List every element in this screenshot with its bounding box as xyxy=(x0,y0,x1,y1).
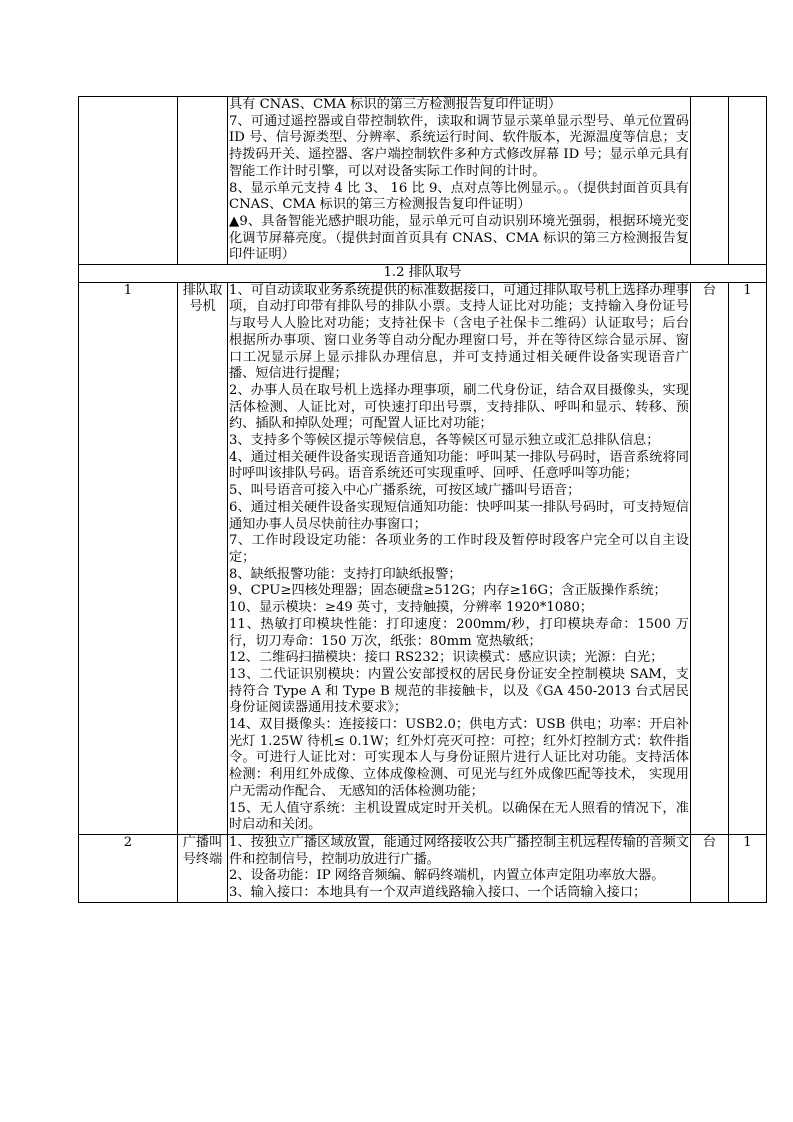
spec-line: 7、工作时段设定功能：各项业务的工作时段及暂停时段客户完全可以自主设定； xyxy=(229,533,689,565)
spec-line: 11、热敏打印模块性能：打印速度：200mm/秒，打印模块寿命：1500 万行，切刀寿命：150 万次，纸张：80mm 宽热敏纸； xyxy=(229,616,689,649)
spec-line: 5、叫号语音可接入中心广播系统，可按区域广播叫号语音； xyxy=(229,483,581,499)
spec-cell xyxy=(228,282,691,834)
item-number xyxy=(79,97,178,265)
quantity-cell xyxy=(729,97,767,265)
spec-line: 具有 CNAS、CMA 标识的第三方检测报告复印件证明） xyxy=(229,97,562,112)
spec-line: 1、可自动读取业务系统提供的标准数据接口，可通过排队取号机上选择办理事项，自动打印带有排队号的排队小票。支持人证比对功能；支持输入身份证号与取号人人脸比对功能；支持社保卡（含电子社保卡二维码）认证取号；后台根据所办事项、窗口业务等自动分配办理窗口号，并在等待区综合显示屏、窗口工况显示屏上显示排队办理信息，并可支持通过相关硬件设备实现语音广播、短信进行提醒； xyxy=(229,282,689,382)
spec-line: 1、按独立广播区域放置，能通过网络接收公共广播控制主机远程传输的音频文件和控制信号，控制功放进行广播。 xyxy=(229,834,689,867)
spec-line: 9、CPU≥四核处理器；固态硬盘≥512G；内存≥16G；含正版操作系统； xyxy=(229,583,667,599)
spec-line: 14、双目摄像头：连接接口：USB2.0；供电方式：USB 供电；功率：开启补光灯 1.25W 待机≤ 0.1W；红外灯亮灭可控：可控；红外灯控制方式：软件指令。可进行人证比对：可实现本人与身份证照片进行人证比对功能。支持活体检测：利用红外成像、立体成像检测、可见光与红外成像匹配等技术， 实现用户无需动作配合、 无感知的活体检测功能； xyxy=(229,717,689,799)
item-name: 排队取号机 xyxy=(178,282,228,834)
quantity-cell: 1 xyxy=(729,834,767,902)
quantity-cell: 1 xyxy=(729,282,767,834)
item-number: 2 xyxy=(79,834,178,902)
table-row xyxy=(79,834,767,902)
table-row xyxy=(79,282,767,834)
item-name xyxy=(178,97,228,265)
spec-line: 15、无人值守系统：主机设置成定时开关机。以确保在无人照看的情况下，准时启动和关闭。 xyxy=(229,800,689,833)
spec-cell xyxy=(228,97,691,265)
unit-cell: 台 xyxy=(691,834,729,902)
spec-line: 8、显示单元支持 4 比 3、 16 比 9、点对点等比例显示。。（提供封面首页具有 CNAS、CMA 标识的第三方检测报告复印件证明） xyxy=(229,180,689,213)
spec-line: 3、输入接口：本地具有一个双声道线路输入接口、一个话筒输入接口； xyxy=(229,885,647,901)
item-name: 广播叫号终端 xyxy=(178,834,228,902)
section-title: 1.2 排队取号 xyxy=(79,265,767,283)
table-row xyxy=(79,97,767,265)
spec-line: 3、支持多个等候区提示等候信息，各等候区可显示独立或汇总排队信息； xyxy=(229,433,660,449)
spec-line: 2、办事人员在取号机上选择办理事项，刷二代身份证，结合双目摄像头，实现活体检测、人证比对，可快速打印出号票，支持排队、呼叫和显示、转移、预约、插队和掉队处理；可配置人证比对功能； xyxy=(229,382,689,432)
spec-line: 8、缺纸报警功能：支持打印缺纸报警； xyxy=(229,566,462,582)
spec-table xyxy=(78,96,767,903)
spec-line: ▲9、具备智能光感护眼功能，显示单元可自动识别环境光强弱，根据环境光变化调节屏幕亮度。（提供封面首页具有 CNAS、CMA 标识的第三方检测报告复印件证明） xyxy=(229,213,689,263)
spec-line: 6、通过相关硬件设备实现短信通知功能：快呼叫某一排队号码时，可支持短信通知办事人员尽快前往办事窗口； xyxy=(229,499,689,532)
spec-line: 4、通过相关硬件设备实现语音通知功能：呼叫某一排队号码时，语音系统将同时呼叫该排队号码。语音系统还可实现重呼、回呼、任意呼叫等功能； xyxy=(229,449,689,482)
unit-cell xyxy=(691,97,729,265)
spec-line: 10、显示模块：≥49 英寸，支持触摸，分辨率 1920*1080； xyxy=(229,600,594,616)
item-number: 1 xyxy=(79,282,178,834)
spec-line: 13、二代证识别模块：内置公安部授权的居民身份证安全控制模块 SAM，支持符合 Type A 和 Type B 规范的非接触卡，以及《GA 450-2013 台式居民身份证阅读器通用技术要求》； xyxy=(229,666,689,716)
spec-cell xyxy=(228,834,691,902)
spec-line: 12、二维码扫描模块：接口 RS232；识读模式：感应识读；光源：白光； xyxy=(229,650,664,666)
section-row xyxy=(79,265,767,283)
unit-cell: 台 xyxy=(691,282,729,834)
spec-line: 7、可通过遥控器或自带控制软件，读取和调节显示菜单显示型号、单元位置码 ID 号、信号源类型、分辨率、系统运行时间、软件版本，光源温度等信息；支持拨码开关、遥控器、客户端控制软件多种方式修改屏幕 ID 号；显示单元具有智能工作计时引擎，可以对设备实际工作时间的计时。 xyxy=(229,113,689,179)
spec-line: 2、设备功能：IP 网络音频编、解码终端机，内置立体声定阻功率放大器。 xyxy=(229,868,665,884)
